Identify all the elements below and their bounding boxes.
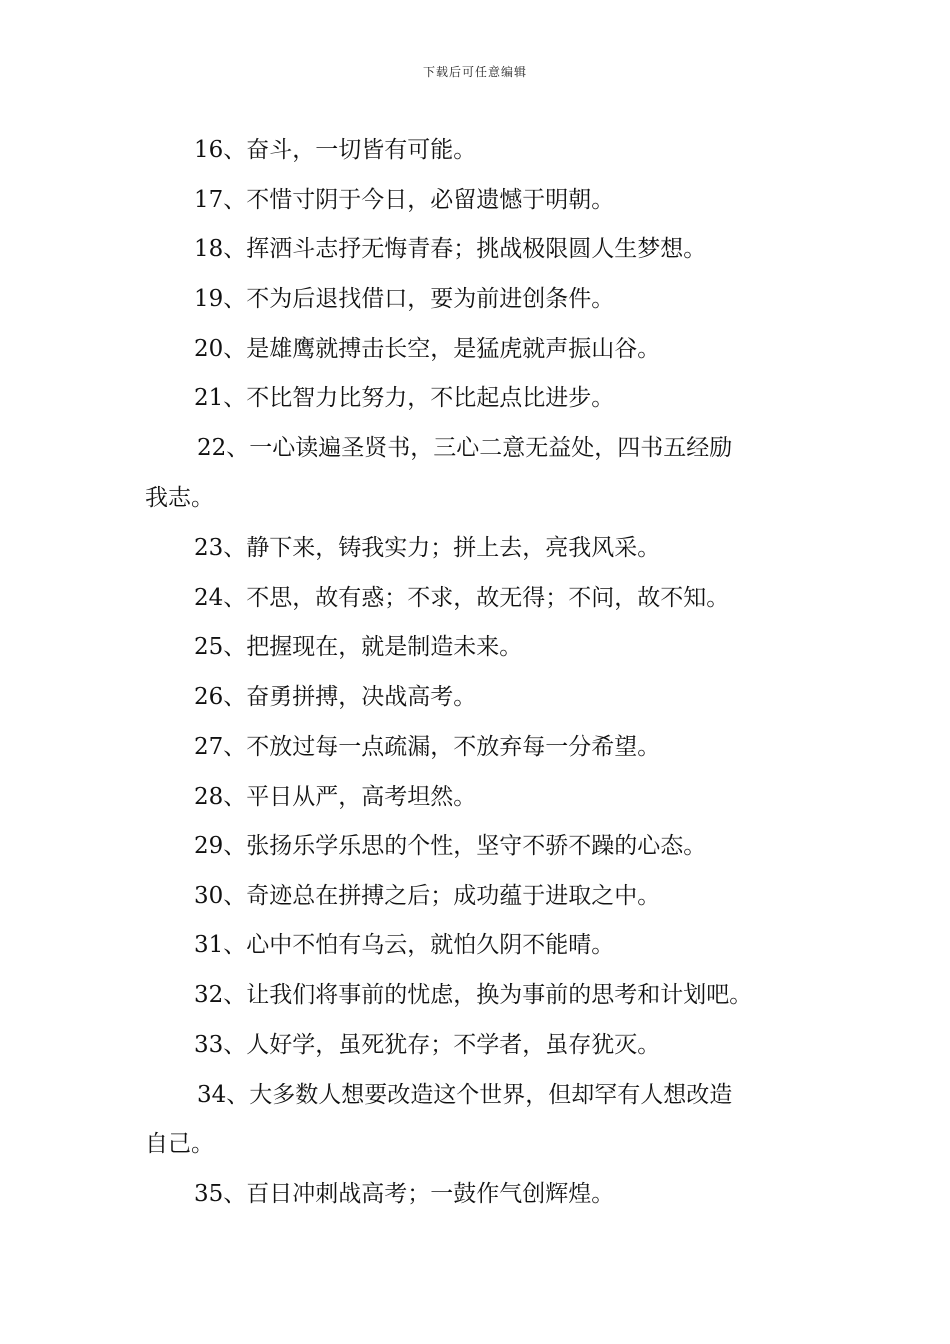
list-item: 31、心中不怕有乌云，就怕久阴不能晴。	[194, 932, 615, 958]
list-item-continuation: 自己。	[145, 1131, 214, 1157]
list-item: 19、不为后退找借口，要为前进创条件。	[194, 286, 615, 312]
list-item-continuation: 我志。	[145, 485, 214, 511]
list-item: 27、不放过每一点疏漏，不放弃每一分希望。	[194, 734, 661, 760]
list-item: 33、人好学，虽死犹存；不学者，虽存犹灭。	[194, 1032, 661, 1058]
list-item: 22、一心读遍圣贤书，三心二意无益处，四书五经励	[197, 435, 733, 461]
list-item: 17、不惜寸阴于今日，必留遗憾于明朝。	[194, 187, 615, 213]
list-item: 20、是雄鹰就搏击长空，是猛虎就声振山谷。	[194, 336, 661, 362]
list-item: 23、静下来，铸我实力；拼上去，亮我风采。	[194, 535, 661, 561]
list-item: 34、大多数人想要改造这个世界，但却罕有人想改造	[197, 1082, 733, 1108]
list-item: 30、奇迹总在拼搏之后；成功蕴于进取之中。	[194, 883, 661, 909]
list-item: 25、把握现在，就是制造未来。	[194, 634, 523, 660]
list-item: 29、张扬乐学乐思的个性，坚守不骄不躁的心态。	[194, 833, 707, 859]
list-item: 18、挥洒斗志抒无悔青春；挑战极限圆人生梦想。	[194, 236, 707, 262]
list-item: 24、不思，故有惑；不求，故无得；不问，故不知。	[194, 585, 730, 611]
page-header: 下载后可任意编辑	[422, 65, 527, 79]
list-item: 35、百日冲刺战高考；一鼓作气创辉煌。	[194, 1181, 615, 1207]
list-item: 21、不比智力比努力，不比起点比进步。	[194, 385, 615, 411]
list-item: 26、奋勇拼搏，决战高考。	[194, 684, 477, 710]
list-item: 16、奋斗，一切皆有可能。	[194, 137, 477, 163]
list-item: 32、让我们将事前的忧虑，换为事前的思考和计划吧。	[194, 982, 753, 1008]
list-item: 28、平日从严，高考坦然。	[194, 784, 477, 810]
